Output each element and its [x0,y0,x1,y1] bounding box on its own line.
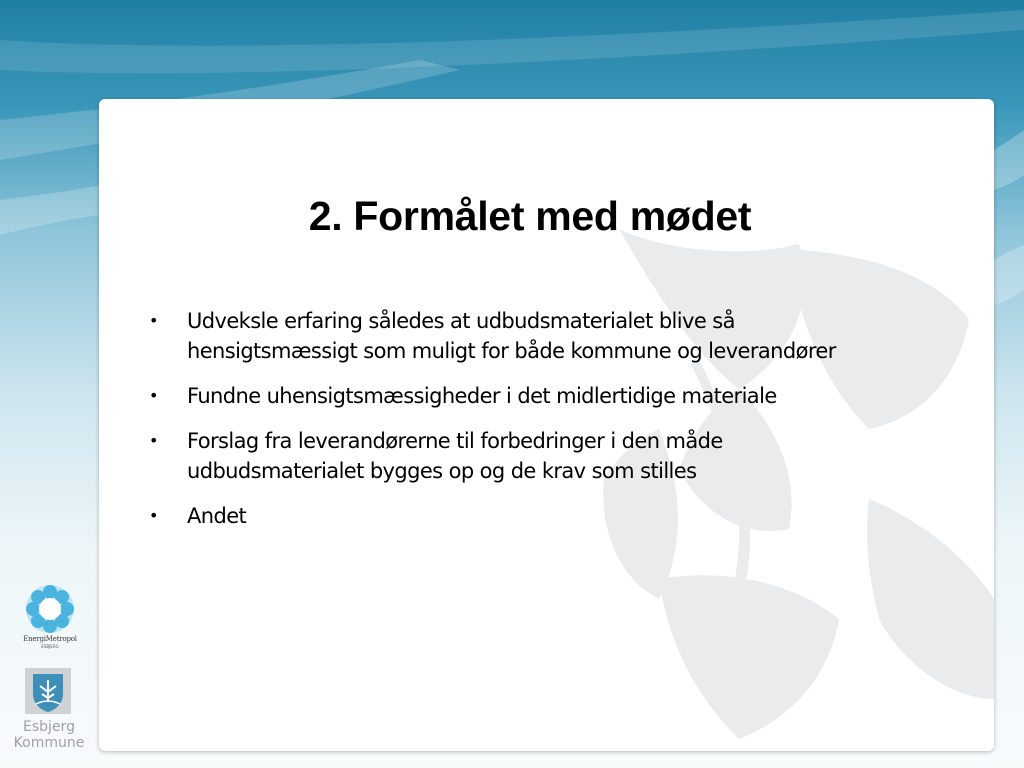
energimetropol-sub: ESBJERG [41,644,59,649]
energimetropol-name: EnergiMetropol [23,635,77,643]
bullet-list [143,306,943,546]
coat-of-arms-icon [25,668,71,714]
bullet-icon: • [149,386,158,405]
bullet-text: Andet [187,504,247,528]
sun-ring-icon [20,582,80,636]
list-item [143,501,943,531]
list-item [143,306,943,366]
bullet-text: Udveksle erfaring således at udbudsmaterialet blive så [187,309,735,333]
bullet-icon: • [149,431,158,450]
kommune-line1: Esbjerg [23,719,75,735]
esbjerg-kommune-wordmark [10,719,88,751]
kommune-line2: Kommune [13,735,85,751]
content-card [99,99,994,751]
list-item [143,381,943,411]
list-item [143,426,943,486]
bullet-text: hensigtsmæssigt som muligt for både kommune og leverandører [187,339,836,363]
bullet-icon: • [149,506,158,525]
bullet-icon: • [149,311,158,330]
bullet-text: Forslag fra leverandørerne til forbedringer i den måde [187,429,723,453]
bullet-text: Fundne uhensigtsmæssigheder i det midlertidige materiale [187,384,777,408]
bullet-text: udbudsmaterialet bygges op og de krav som stilles [187,459,697,483]
energimetropol-logo [20,582,80,652]
slide-title: 2. Formålet med mødet [308,193,752,239]
